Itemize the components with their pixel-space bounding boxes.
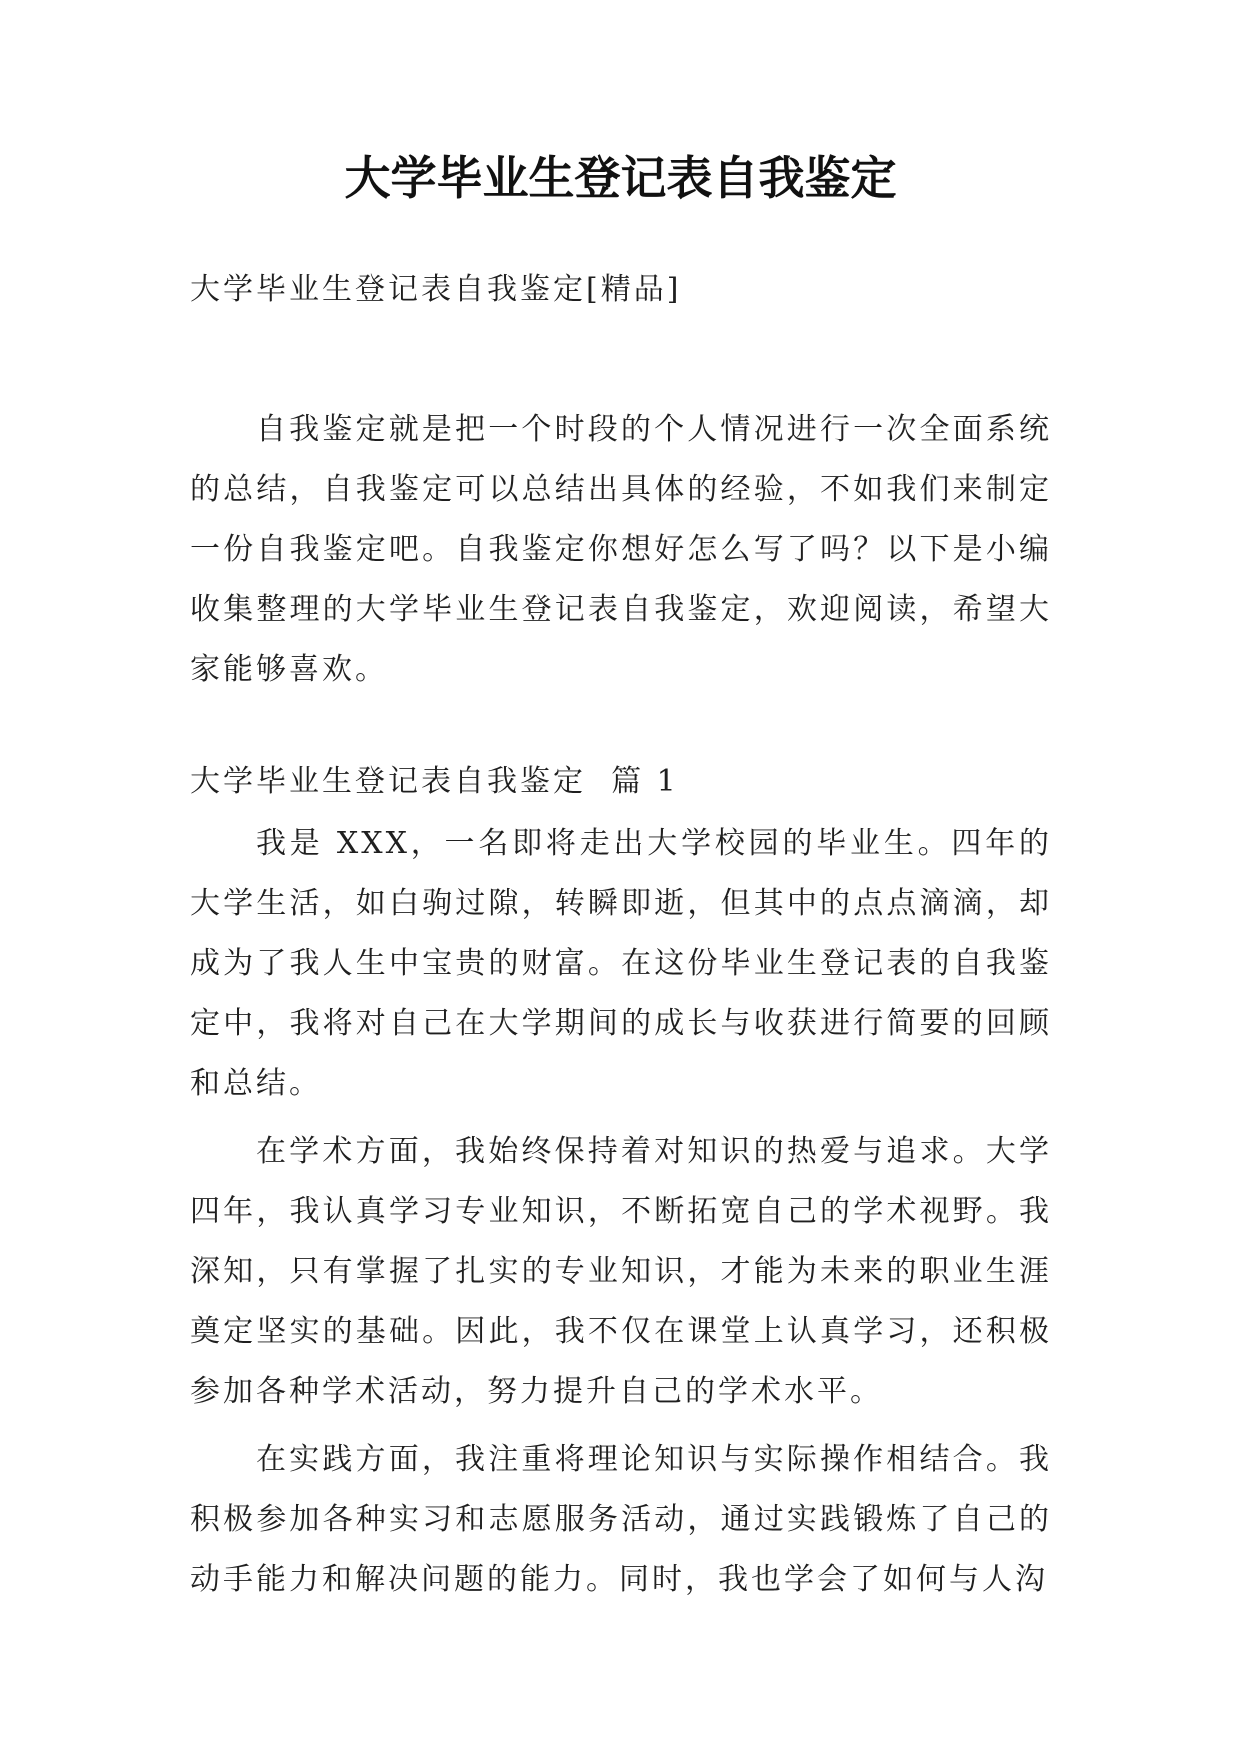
section-heading: 大学毕业生登记表自我鉴定 篇 1 (190, 764, 679, 799)
page-title: 大学毕业生登记表自我鉴定 (344, 151, 897, 205)
section-paragraph-2: 在学术方面，我始终保持着对知识的热爱与追求。大学四年，我认真学习专业知识，不断拓宽自己的学术视野。我深知，只有掌握了扎实的专业知识，才能为未来的职业生涯奠定坚实的基础。因此，我不仅在课堂上认真学习，还积极参加各种学术活动，努力提升自己的学术水平。 (190, 1134, 1052, 1409)
intro-paragraph: 自我鉴定就是把一个时段的个人情况进行一次全面系统的总结，自我鉴定可以总结出具体的经验，不如我们来制定一份自我鉴定吧。自我鉴定你想好怎么写了吗？以下是小编收集整理的大学毕业生登记表自我鉴定，欢迎阅读，希望大家能够喜欢。 (190, 412, 1052, 687)
document-subtitle: 大学毕业生登记表自我鉴定[精品] (190, 272, 682, 307)
section-paragraph-3: 在实践方面，我注重将理论知识与实际操作相结合。我积极参加各种实习和志愿服务活动，通过实践锻炼了自己的动手能力和解决问题的能力。同时，我也学会了如何与人沟 (190, 1442, 1052, 1597)
section-body (190, 814, 1052, 1618)
section-paragraph-1: 我是 XXX，一名即将走出大学校园的毕业生。四年的大学生活，如白驹过隙，转瞬即逝，但其中的点点滴滴，却成为了我人生中宝贵的财富。在这份毕业生登记表的自我鉴定中，我将对自己在大学期间的成长与收获进行简要的回顾和总结。 (190, 826, 1052, 1101)
